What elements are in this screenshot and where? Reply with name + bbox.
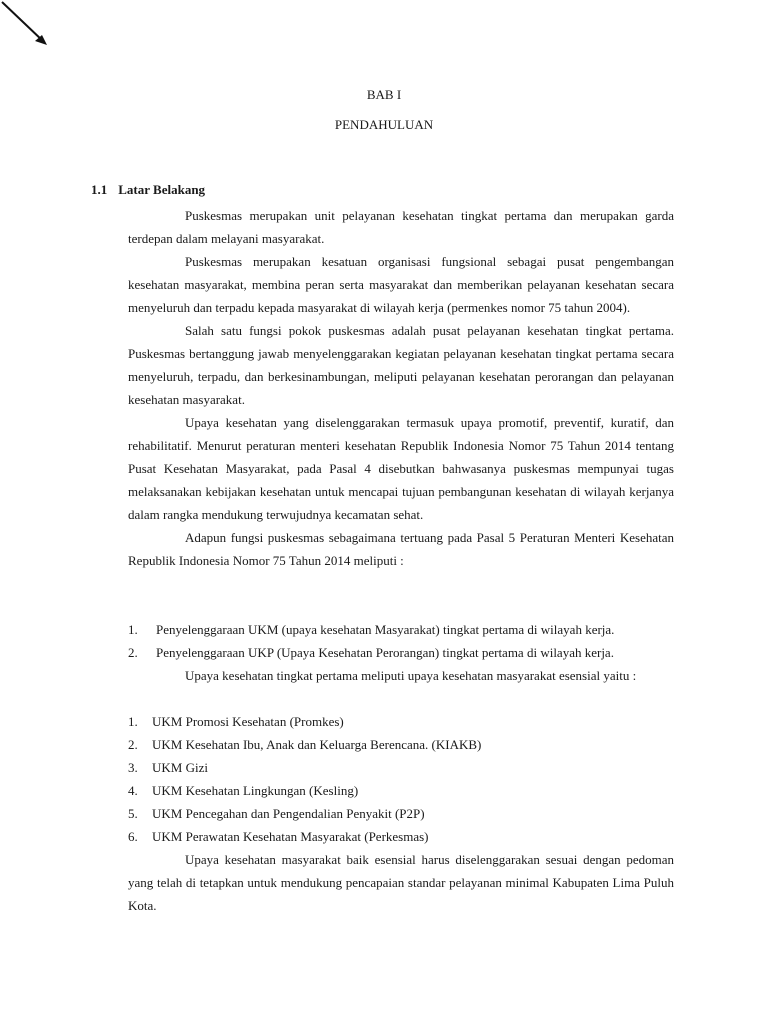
ukm-list [128,710,688,848]
arrow-cursor-icon [0,0,60,60]
section-heading [91,182,205,198]
section-number: 1.1 [91,182,108,197]
list-item [128,779,688,802]
chapter-heading: BAB I [366,87,402,102]
list-item-number: 1. [128,714,138,729]
list-item-number: 2. [128,737,138,752]
body-part-2 [128,664,674,687]
paragraph-7: Upaya kesehatan masyarakat baik esensial harus diselenggarakan sesuai dengan pedoman yang telah di tetapkan untuk mendukung pencapaian standar pelayanan minimal Kabupaten Lima Puluh Kota. [128,852,674,913]
list-item-text: Penyelenggaraan UKM (upaya kesehatan Masyarakat) tingkat pertama di wilayah kerja. [156,622,615,637]
list-item-text: Penyelenggaraan UKP (Upaya Kesehatan Perorangan) tingkat pertama di wilayah kerja. [156,645,614,660]
list-item-text: UKM Promosi Kesehatan (Promkes) [152,714,344,729]
list-item [128,756,688,779]
chapter-title: PENDAHULUAN [334,117,434,132]
list-item-number: 4. [128,783,138,798]
list-item [128,733,688,756]
section-title: Latar Belakang [118,182,206,197]
paragraph-1: Puskesmas merupakan unit pelayanan kesehatan tingkat pertama dan merupakan garda terdepan dalam melayani masyarakat. [128,208,674,246]
list-item [128,641,688,664]
paragraph-2: Puskesmas merupakan kesatuan organisasi fungsional sebagai pusat pengembangan kesehatan masyarakat, membina peran serta masyarakat dan memberikan pelayanan kesehatan secara menyeluruh dan terpadu kepada masyarakat di wilayah kerja (permenkes nomor 75 tahun 2004). [128,254,674,315]
list-item [128,618,688,641]
list-item-number: 6. [128,829,138,844]
function-list [128,618,688,664]
list-item-number: 5. [128,806,138,821]
body-part-3 [128,848,674,917]
list-item-text: UKM Gizi [152,760,208,775]
list-item-text: UKM Kesehatan Ibu, Anak dan Keluarga Berencana. (KIAKB) [152,737,482,752]
list-item [128,825,688,848]
list-item-number: 3. [128,760,138,775]
list-item [128,802,688,825]
list-item [128,710,688,733]
paragraph-5: Adapun fungsi puskesmas sebagaimana tertuang pada Pasal 5 Peraturan Menteri Kesehatan Republik Indonesia Nomor 75 Tahun 2014 meliputi : [128,530,674,568]
paragraph-4: Upaya kesehatan yang diselenggarakan termasuk upaya promotif, preventif, kuratif, dan rehabilitatif. Menurut peraturan menteri kesehatan Republik Indonesia Nomor 75 Tahun 2014 tentang Pusat Kesehatan Masyarakat, pada Pasal 4 disebutkan bahwasanya puskesmas mempunyai tugas melaksanakan kebijakan kesehatan untuk mencapai tujuan pembangunan kesehatan di wilayah kerjanya dalam rangka mendukung terwujudnya kecamatan sehat. [128,415,674,522]
paragraph-6: Upaya kesehatan tingkat pertama meliputi upaya kesehatan masyarakat esensial yaitu : [185,668,637,683]
list-item-text: UKM Perawatan Kesehatan Masyarakat (Perkesmas) [152,829,429,844]
body-part-1 [128,204,674,572]
paragraph-3: Salah satu fungsi pokok puskesmas adalah pusat pelayanan kesehatan tingkat pertama. Puskesmas bertanggung jawab menyelenggarakan kegiatan pelayanan kesehatan tingkat pertama secara menyeluruh, terpadu, dan berkesinambungan, meliputi pelayanan kesehatan perorangan dan pelayanan kesehatan masyarakat. [128,323,674,407]
list-item-number: 1. [128,622,138,637]
list-item-text: UKM Kesehatan Lingkungan (Kesling) [152,783,359,798]
list-item-number: 2. [128,645,138,660]
list-item-text: UKM Pencegahan dan Pengendalian Penyakit (P2P) [152,806,425,821]
